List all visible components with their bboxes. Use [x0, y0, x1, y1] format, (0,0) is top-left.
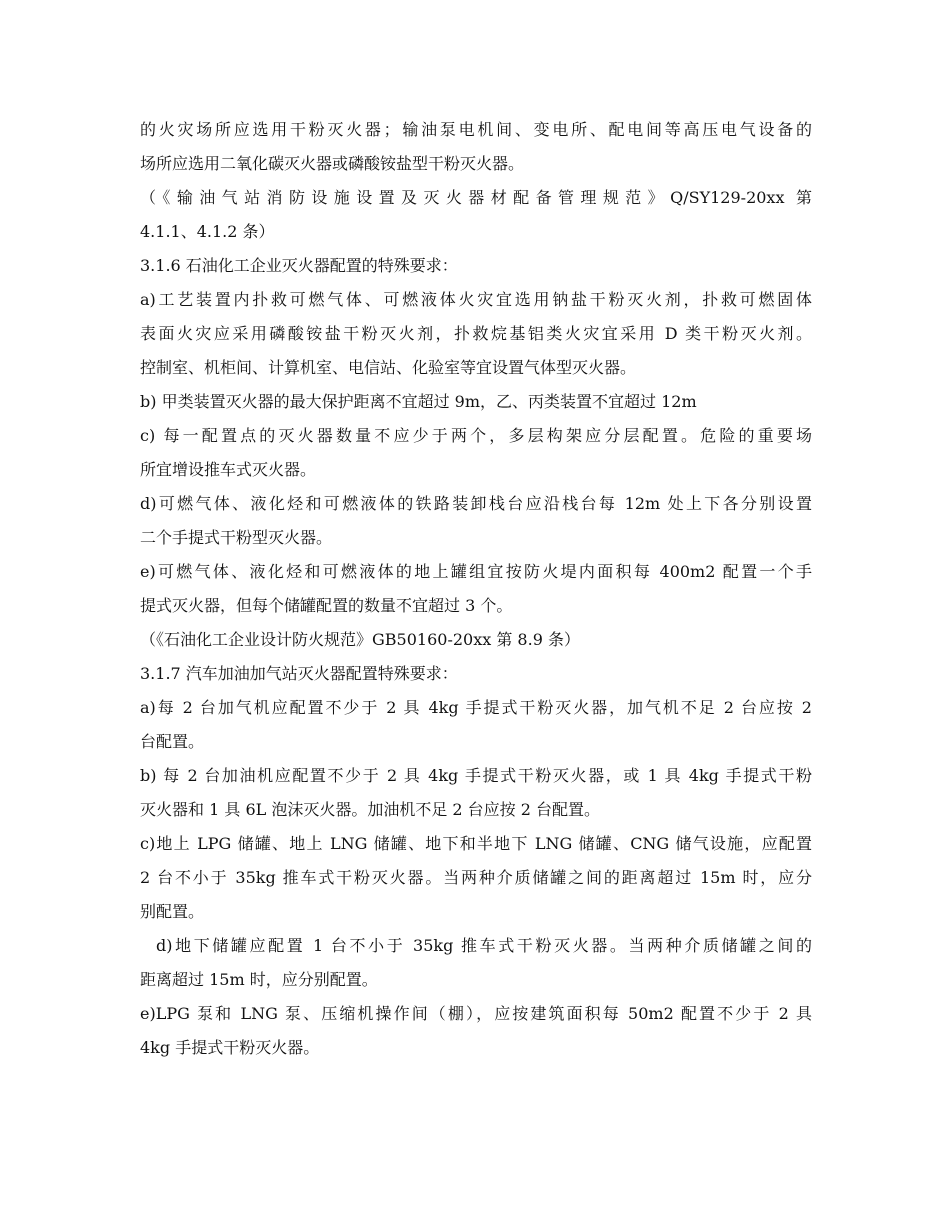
text-line: d)地下储罐应配置 1 台不小于 35kg 推车式干粉灭火器。当两种介质储罐之间的: [156, 936, 812, 955]
text-line: 2 台不小于 35kg 推车式干粉灭火器。当两种介质储罐之间的距离超过 15m 时，应分: [140, 868, 812, 887]
citation-line: （《石油化工企业设计防火规范》GB50160-20xx 第 8.9 条）: [140, 630, 580, 649]
text-line: 提式灭火器，但每个储罐配置的数量不宜超过 3 个。: [140, 596, 513, 615]
text-line: 4.1.1、4.1.2 条）: [140, 222, 275, 241]
text-line: c)地上 LPG 储罐、地上 LNG 储罐、地下和半地下 LNG 储罐、CNG 储气设施，应配置: [140, 834, 812, 853]
text-line: 二个手提式干粉型灭火器。: [140, 528, 333, 547]
text-line: 距离超过 15m 时，应分别配置。: [140, 970, 378, 989]
text-line: d)可燃气体、液化烃和可燃液体的铁路装卸栈台应沿栈台每 12m 处上下各分别设置: [140, 494, 812, 513]
text-line: a)工艺装置内扑救可燃气体、可燃液体火灾宜选用钠盐干粉灭火剂，扑救可燃固体: [140, 290, 812, 309]
text-line: 控制室、机柜间、计算机室、电信站、化验室等宜设置气体型灭火器。: [140, 358, 637, 377]
document-body: [140, 113, 812, 1065]
text-line: （《输油气站消防设施设置及灭火器材配备管理规范》Q/SY129-20xx 第: [140, 188, 812, 207]
text-line: e)可燃气体、液化烃和可燃液体的地上罐组宜按防火堤内面积每 400m2 配置一个手: [140, 562, 812, 581]
text-line: 别配置。: [140, 902, 205, 921]
text-line: a)每 2 台加气机应配置不少于 2 具 4kg 手提式干粉灭火器，加气机不足 2 台应按 2: [140, 698, 812, 717]
text-line: 4kg 手提式干粉灭火器。: [140, 1038, 320, 1057]
text-line: b) 甲类装置灭火器的最大保护距离不宜超过 9m，乙、丙类装置不宜超过 12m: [140, 392, 697, 411]
text-line: 所宜增设推车式灭火器。: [140, 460, 317, 479]
text-line: 灭火器和 1 具 6L 泡沫灭火器。加油机不足 2 台应按 2 台配置。: [140, 800, 601, 819]
section-heading: 3.1.6 石油化工企业灭火器配置的特殊要求：: [140, 256, 458, 275]
text-line: 台配置。: [140, 732, 205, 751]
text-line: c) 每一配置点的灭火器数量不应少于两个，多层构架应分层配置。危险的重要场: [140, 426, 812, 445]
text-line: e)LPG 泵和 LNG 泵、压缩机操作间（棚），应按建筑面积每 50m2 配置不少于 2 具: [140, 1004, 812, 1023]
text-line: 场所应选用二氧化碳灭火器或磷酸铵盐型干粉灭火器。: [140, 154, 525, 173]
section-heading: 3.1.7 汽车加油加气站灭火器配置特殊要求：: [140, 664, 458, 683]
text-line: 表面火灾应采用磷酸铵盐干粉灭火剂，扑救烷基铝类火灾宜采用 D 类干粉灭火剂。: [140, 324, 812, 343]
text-line: 的火灾场所应选用干粉灭火器；输油泵电机间、变电所、配电间等高压电气设备的: [140, 120, 812, 139]
text-line: b) 每 2 台加油机应配置不少于 2 具 4kg 手提式干粉灭火器，或 1 具 4kg 手提式干粉: [140, 766, 812, 785]
